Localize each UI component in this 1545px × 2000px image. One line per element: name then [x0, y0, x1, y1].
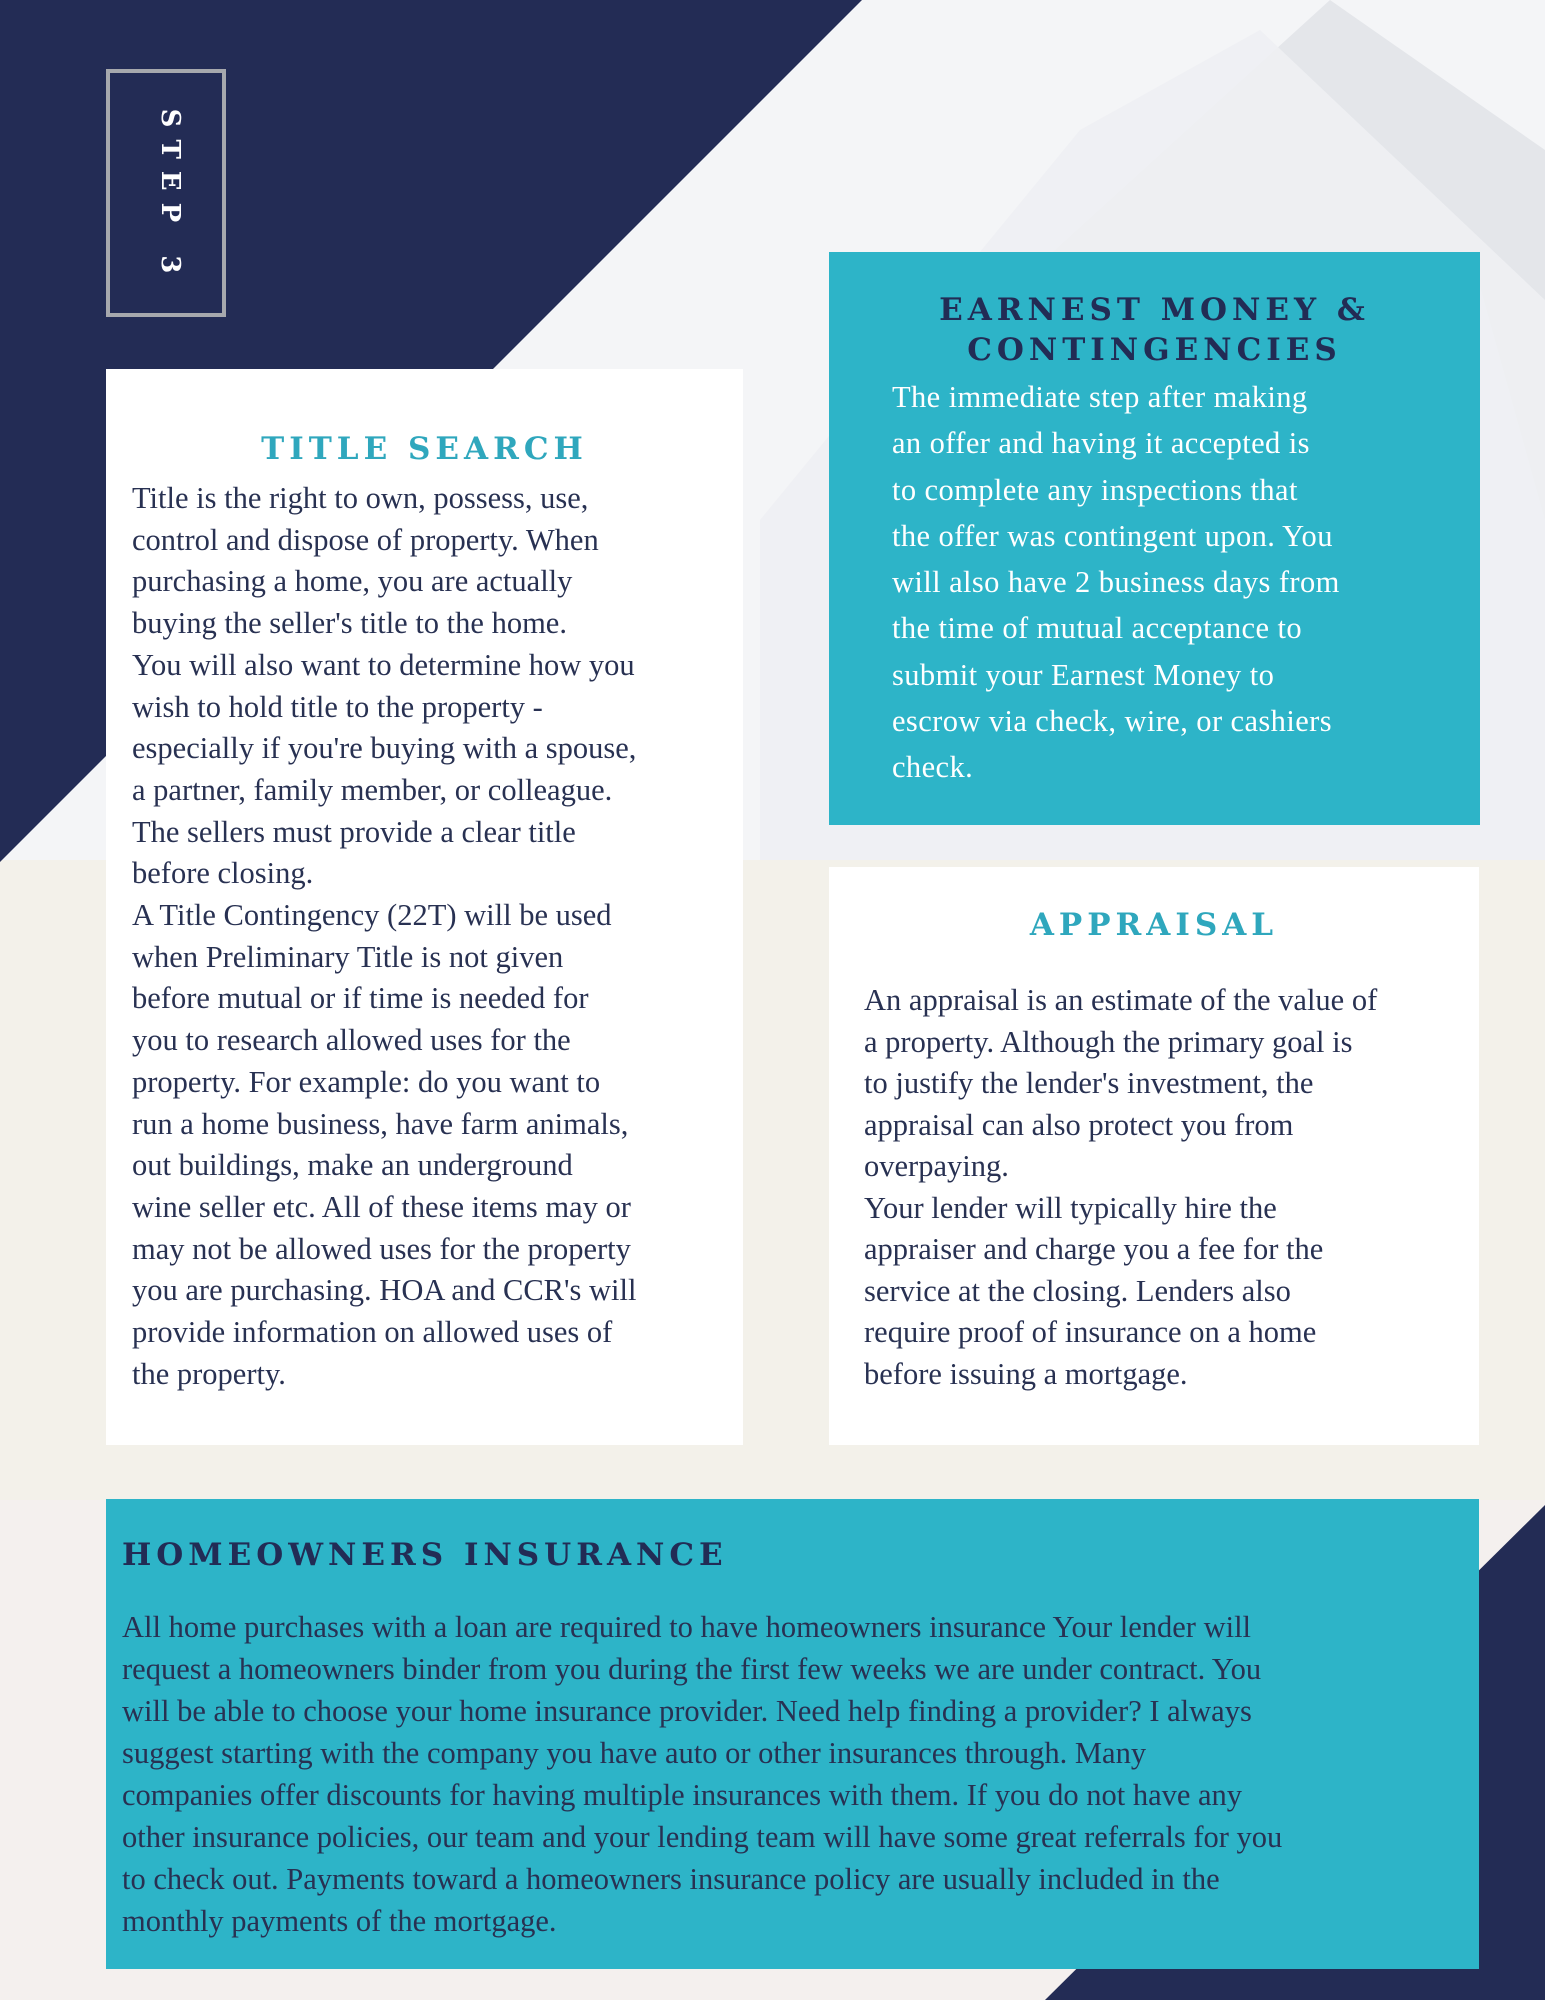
title-search-card: [106, 369, 743, 1445]
homeowners-insurance-body: All home purchases with a loan are required to have homeowners insurance Your lender will request a homeowners binder from you during the first few weeks we are under contract. You will be able to choose your home insurance provider. Need help finding a provider? I always suggest starting with the company you have auto or other insurances through. Many companies offer discounts for having multiple insurances with them. If you do not have any other insurance policies, our team and your lending team will have some great referrals for you to check out. Payments toward a homeowners insurance policy are usually included in the monthly payments of the mortgage.: [122, 1610, 1283, 1938]
title-search-body: Title is the right to own, possess, use, control and dispose of property. When purchasing a home, you are actually buying the seller's title to the home. You will also want to determine how you wish to hold title to the property - especially if you're buying with a spouse, a partner, family member, or colleague. The sellers must provide a clear title before closing. A Title Contingency (22T) will be used when Preliminary Title is not given before mutual or if time is needed for you to research allowed uses for the property. For example: do you want to run a home business, have farm animals, out buildings, make an underground wine seller etc. All of these items may or may not be allowed uses for the property you are purchasing. HOA and CCR's will provide information on allowed uses of the property.: [132, 481, 637, 1391]
homeowners-insurance-card: [106, 1499, 1479, 1969]
title-search-heading: TITLE SEARCH: [261, 431, 588, 467]
step-label: STEP 3: [155, 108, 185, 286]
appraisal-card: [829, 867, 1479, 1445]
earnest-money-body: The immediate step after making an offer and having it accepted is to complete any inspections that the offer was contingent upon. You will also have 2 business days from the time of mutual acceptance to submit your Earnest Money to escrow via check, wire, or cashiers check.: [892, 380, 1340, 785]
step-label-box: [106, 69, 226, 317]
appraisal-body: An appraisal is an estimate of the value of a property. Although the primary goal is to justify the lender's investment, the appraisal can also protect you from overpaying. Your lender will typically hire the appraiser and charge you a fee for the service at the closing. Lenders also require proof of insurance on a home before issuing a mortgage.: [864, 983, 1378, 1391]
homeowners-insurance-heading: HOMEOWNERS INSURANCE: [122, 1537, 728, 1573]
earnest-money-card: [829, 252, 1480, 825]
earnest-money-heading: EARNEST MONEY & CONTINGENCIES: [939, 292, 1370, 368]
appraisal-heading: APPRAISAL: [1029, 907, 1279, 943]
